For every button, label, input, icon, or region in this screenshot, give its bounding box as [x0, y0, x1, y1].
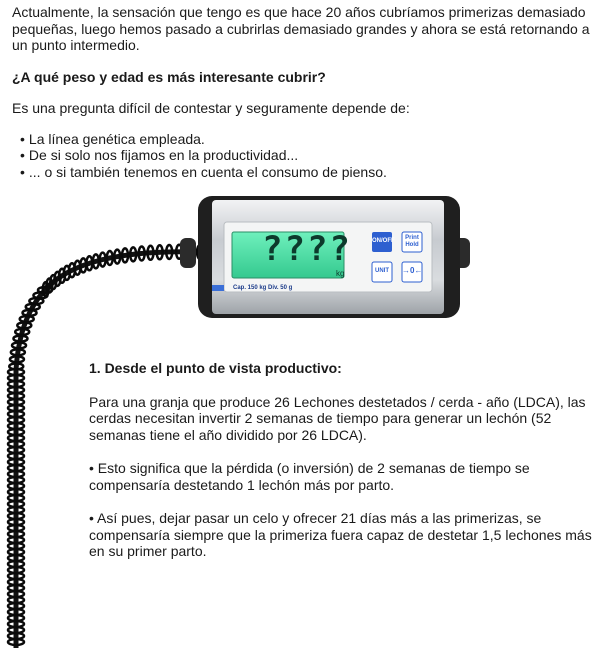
article-paragraph-3: • Así pues, dejar pasar un celo y ofrecer 21 días más a las primerizas, se compensaría siempre que la primeriza fuera capaz de destetar 1,5 lechones más en su primer parto.	[89, 510, 592, 559]
article-section	[89, 360, 599, 560]
capacity-label: Cap. 150 kg Div. 50 g	[233, 285, 293, 291]
list-item: • ... o si también tenemos en cuenta el consumo de pienso.	[20, 164, 602, 181]
tare-icon: →0←	[402, 266, 423, 275]
intro-paragraph: Actualmente, la sensación que tengo es que hace 20 años cubríamos primerizas demasiado pequeñas, luego hemos pasado a cubrirlas demasiado grandes y ahora se está retornando a un punto intermedio.	[12, 4, 590, 53]
article-title: 1. Desde el punto de vista productivo:	[89, 360, 342, 376]
hold-label: Hold	[405, 242, 419, 248]
unit-button[interactable]	[372, 268, 392, 275]
question-text: Es una pregunta difícil de contestar y seguramente depende de:	[12, 100, 410, 116]
onoff-button[interactable]	[372, 238, 395, 245]
bullet-list	[20, 131, 602, 181]
unit-label: UNIT	[375, 268, 389, 274]
intro-section	[12, 4, 602, 180]
article-paragraph-2: • Esto significa que la pérdida (o inversión) de 2 semanas de tiempo se compensaría destetando 1 lechón más por parto.	[89, 460, 530, 493]
article-paragraph-1: Para una granja que produce 26 Lechones destetados / cerda - año (LDCA), las cerdas necesitan invertir 2 semanas de tiempo para generar un lechón (52 semanas tiene el año dividido por 26 LDCA).	[89, 393, 586, 443]
lcd-unit: kg	[336, 269, 345, 278]
print-label: Print	[405, 235, 419, 241]
list-item: • La línea genética empleada.	[20, 131, 602, 148]
list-item: • De si solo nos fijamos en la productividad...	[20, 147, 602, 164]
print-hold-button[interactable]	[402, 235, 422, 249]
lcd-display: ????	[262, 229, 352, 269]
section-heading: ¿A qué peso y edad es más interesante cubrir?	[12, 68, 326, 85]
tare-button[interactable]	[402, 267, 422, 274]
onoff-label: ON/OFF	[372, 238, 395, 244]
